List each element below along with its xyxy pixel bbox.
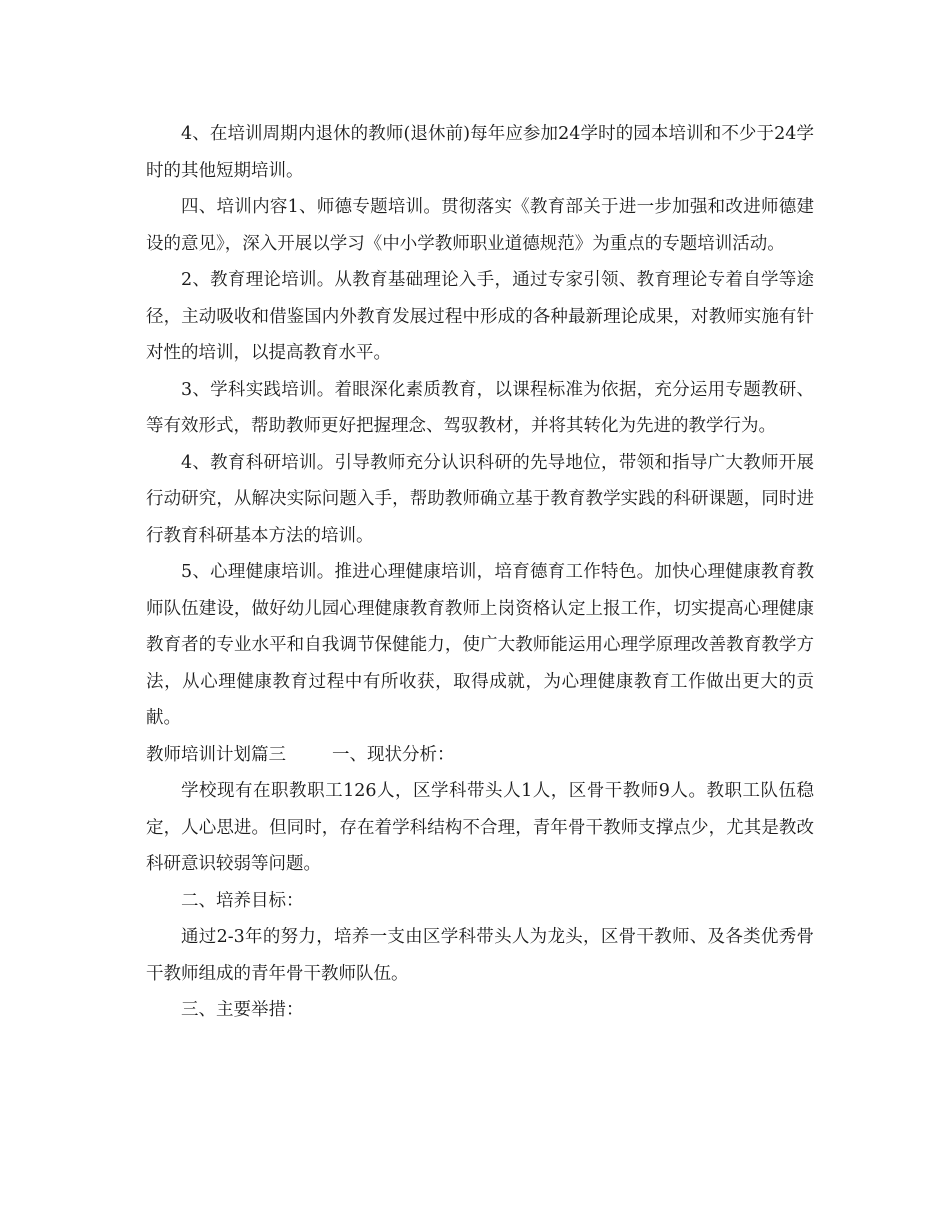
paragraph-ethics-training: 四、培训内容1、师德专题培训。贯彻落实《教育部关于进一步加强和改进师德建设的意见》，深入开展以学习《中小学教师职业道德规范》为重点的专题培训活动。	[146, 197, 814, 254]
heading-training-goals: 二、培养目标：	[181, 890, 304, 911]
paragraph-mental-health-training: 5、心理健康培训。推进心理健康培训，培育德育工作特色。加快心理健康教育教师队伍建设，做好幼儿园心理健康教育教师上岗资格认定上报工作，切实提高心理健康教育者的专业水平和自我调节保健能力，使广大教师能运用心理学原理改善教育教学方法，从心理健康教育过程中有所收获，取得成就，为心理健康教育工作做出更大的贡献。	[146, 562, 814, 728]
paragraph-theory-training: 2、教育理论培训。从教育基础理论入手，通过专家引领、教育理论专着自学等途径，主动吸收和借鉴国内外教育发展过程中形成的各种最新理论成果，对教师实施有针对性的培训，以提高教育水平。	[146, 270, 814, 363]
paragraph-status-analysis: 学校现有在职教职工126人，区学科带头人1人，区骨干教师9人。教职工队伍稳定，人心思进。但同时，存在着学科结构不合理，青年骨干教师支撑点少，尤其是教改科研意识较弱等问题。	[146, 781, 814, 874]
paragraph-training-goals: 通过2-3年的努力，培养一支由区学科带头人为龙头，区骨干教师、及各类优秀骨干教师组成的青年骨干教师队伍。	[146, 927, 814, 984]
section-heading	[146, 737, 814, 774]
document-body	[146, 116, 814, 1029]
heading-main-measures: 三、主要举措：	[181, 1000, 304, 1020]
section-heading-title: 教师培训计划篇三	[146, 744, 286, 765]
paragraph-research-training: 4、教育科研培训。引导教师充分认识科研的先导地位，带领和指导广大教师开展行动研究，从解决实际问题入手，帮助教师确立基于教育教学实践的科研课题，同时进行教育科研基本方法的培训。	[146, 452, 814, 546]
paragraph-subject-practice-training: 3、学科实践培训。着眼深化素质教育，以课程标准为依据，充分运用专题教研、等有效形式，帮助教师更好把握理念、驾驭教材，并将其转化为先进的教学行为。	[146, 379, 814, 436]
paragraph-retirement-training: 4、在培训周期内退休的教师(退休前)每年应参加24学时的园本培训和不少于24学时的其他短期培训。	[146, 124, 814, 181]
section-heading-subtitle: 一、现状分析：	[332, 744, 455, 765]
